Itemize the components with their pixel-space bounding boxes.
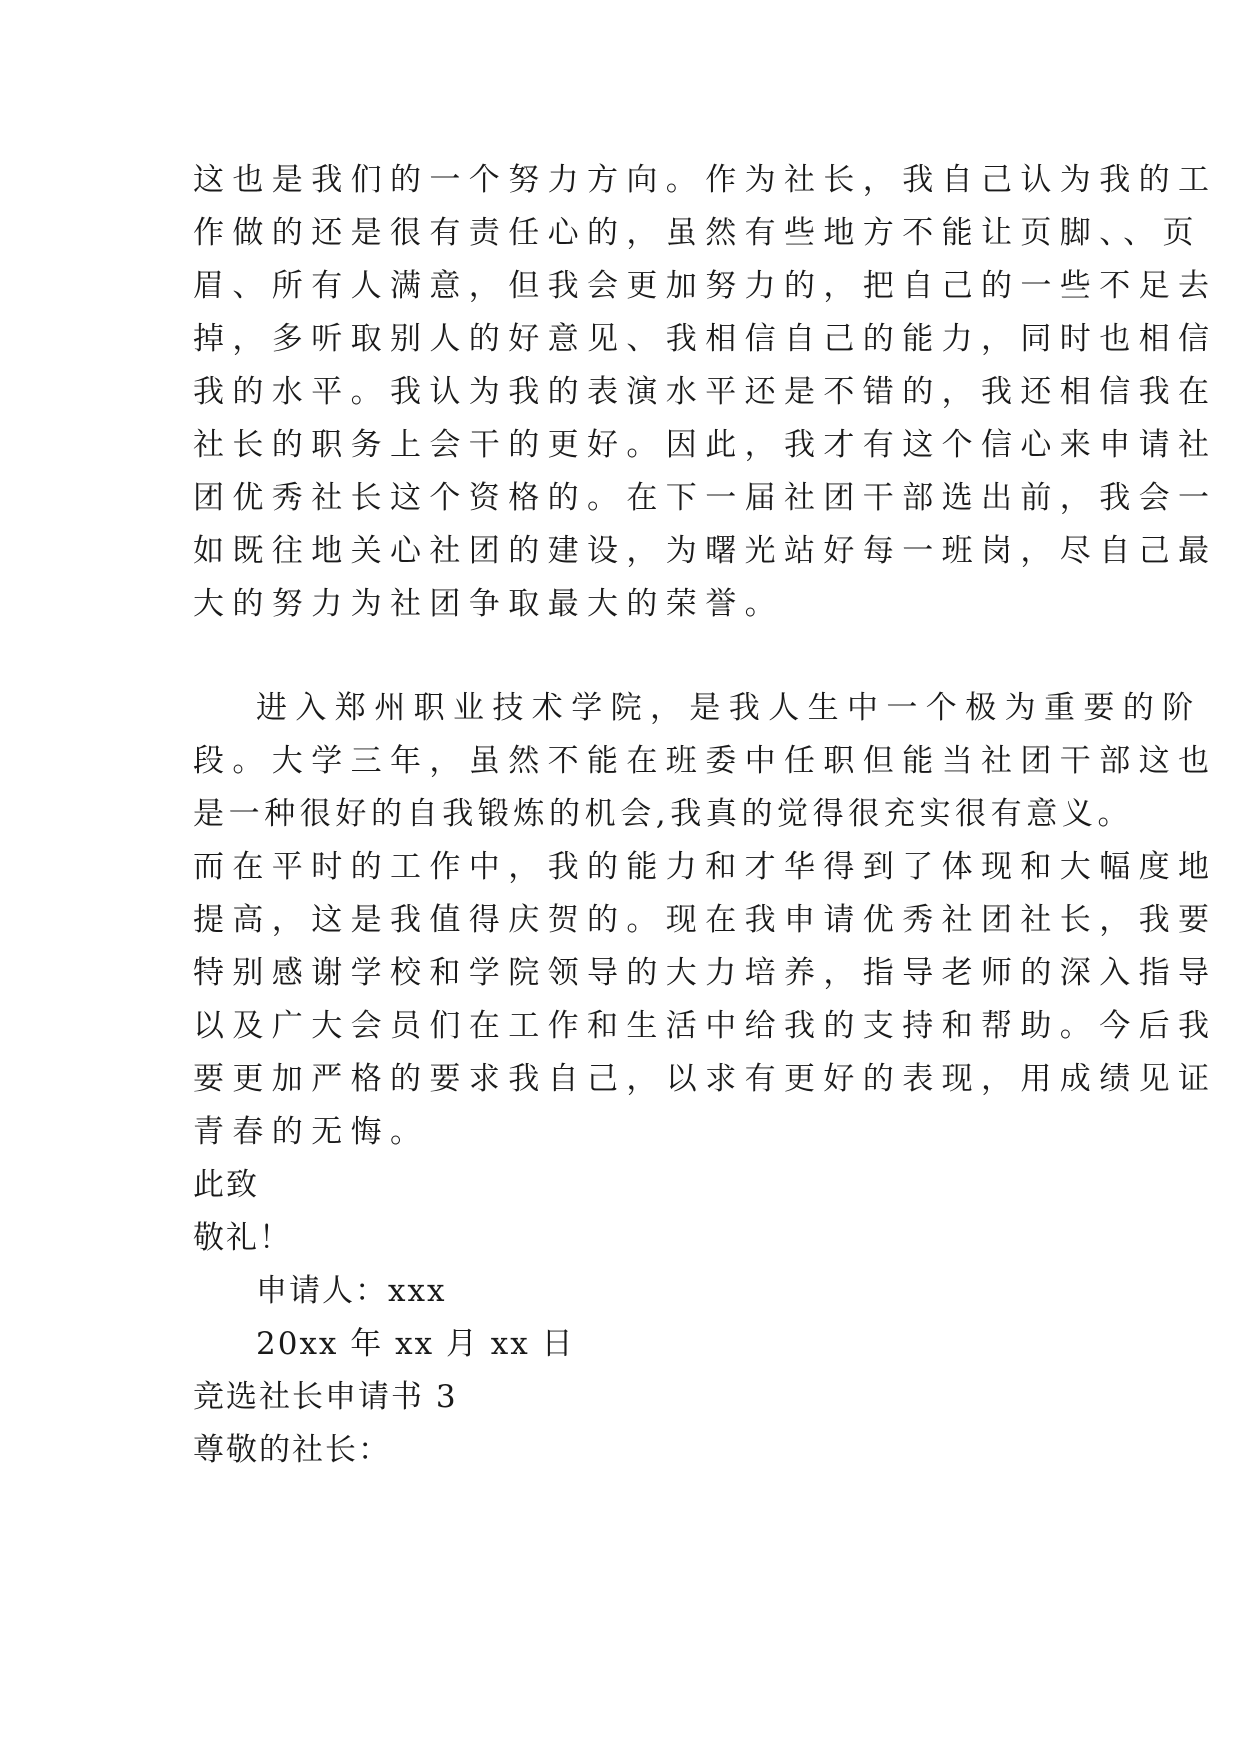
section-title: 竞选社长申请书 3 xyxy=(193,1379,458,1415)
text-line: 团优秀社长这个资格的。在下一届社团干部选出前，我会一 xyxy=(193,480,1218,516)
text-line: 特别感谢学校和学院领导的大力培养，指导老师的深入指导 xyxy=(193,955,1218,991)
text-line: 是一种很好的自我锻炼的机会,我真的觉得很充实很有意义。 xyxy=(193,796,1134,832)
application-date: 20xx 年 xx 月 xx 日 xyxy=(256,1326,575,1362)
greeting: 尊敬的社长： xyxy=(193,1432,391,1468)
closing-regards: 敬礼！ xyxy=(193,1220,292,1256)
text-line: 以及广大会员们在工作和生活中给我的支持和帮助。今后我 xyxy=(193,1008,1218,1044)
text-line: 大的努力为社团争取最大的荣誉。 xyxy=(193,586,784,622)
text-line: 作做的还是很有责任心的，虽然有些地方不能让页脚、、页 xyxy=(193,215,1202,251)
text-line: 提高，这是我值得庆贺的。现在我申请优秀社团社长，我要 xyxy=(193,902,1218,938)
text-line: 眉、所有人满意，但我会更加努力的，把自己的一些不足去 xyxy=(193,268,1218,304)
text-line: 如既往地关心社团的建设，为曙光站好每一班岗，尽自己最 xyxy=(193,533,1218,569)
text-line: 而在平时的工作中，我的能力和才华得到了体现和大幅度地 xyxy=(193,849,1218,885)
text-line: 掉，多听取别人的好意见、我相信自己的能力，同时也相信 xyxy=(193,321,1218,357)
text-line: 这也是我们的一个努力方向。作为社长，我自己认为我的工 xyxy=(193,162,1218,198)
text-line: 社长的职务上会干的更好。因此，我才有这个信心来申请社 xyxy=(193,427,1218,463)
text-line: 进入郑州职业技术学院，是我人生中一个极为重要的阶 xyxy=(256,690,1202,726)
text-line: 要更加严格的要求我自己，以求有更好的表现，用成绩见证 xyxy=(193,1061,1218,1097)
applicant-signature: 申请人：xxx xyxy=(256,1273,447,1309)
closing-salutation: 此致 xyxy=(193,1167,259,1203)
text-line: 段。大学三年，虽然不能在班委中任职但能当社团干部这也 xyxy=(193,743,1218,779)
text-line: 我的水平。我认为我的表演水平还是不错的，我还相信我在 xyxy=(193,374,1218,410)
text-line: 青春的无悔。 xyxy=(193,1114,430,1150)
